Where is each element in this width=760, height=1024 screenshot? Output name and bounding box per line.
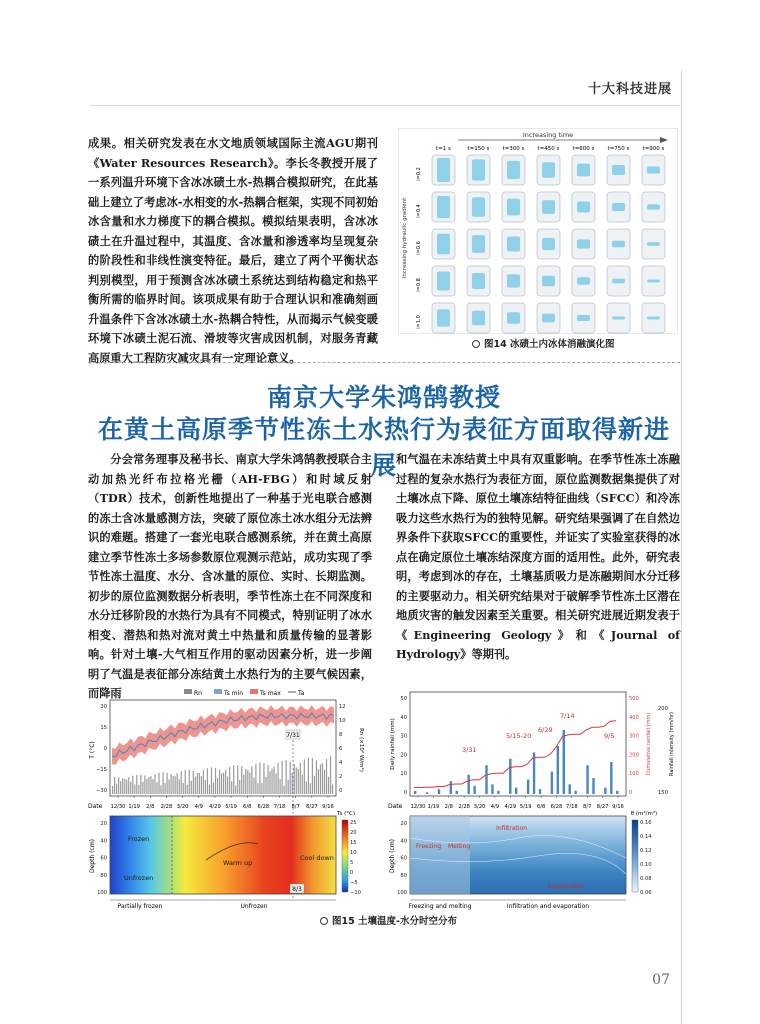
- axis-tick: 25: [350, 820, 357, 826]
- axis-tick: 0: [403, 790, 407, 796]
- date-tick: 6/8: [536, 804, 546, 810]
- ice-core: [577, 201, 590, 212]
- axis-tick: 12: [339, 704, 346, 710]
- ice-core: [612, 241, 625, 247]
- right-y-ticks: [400, 696, 407, 796]
- axis-tick: 10: [400, 771, 407, 778]
- ice-core: [577, 277, 590, 285]
- time-label: t=300 s: [502, 146, 525, 152]
- legend-tsmax-swatch: [250, 689, 258, 694]
- left-y2-ticks: [339, 704, 346, 794]
- gradient-label: i=1.0: [416, 315, 422, 329]
- axis-tick: −10: [350, 890, 361, 896]
- ice-core: [507, 274, 520, 287]
- phase-partially-frozen: Partially frozen: [117, 903, 163, 910]
- ice-core: [612, 279, 625, 284]
- ice-core: [472, 273, 485, 289]
- ice-core: [612, 165, 625, 175]
- figure-15-right-graphic: [388, 688, 680, 910]
- axis-tick: 100: [397, 890, 407, 896]
- ice-core: [437, 309, 450, 326]
- left-depth-label: Depth (cm): [89, 838, 96, 874]
- top-axis-label: Increasing time: [522, 131, 574, 139]
- side-axis-label: Increasing hydraulic gradient: [402, 197, 408, 279]
- left-colorbar-label: Ts (°C): [337, 811, 355, 817]
- ice-core: [647, 242, 660, 246]
- ice-core: [507, 199, 520, 216]
- event-629: 6/29: [538, 726, 553, 734]
- page-number: 07: [652, 972, 670, 988]
- left-y2-label: Rn (×10² W/m²): [358, 728, 364, 772]
- ice-core: [577, 315, 590, 321]
- ice-core: [542, 162, 555, 178]
- ice-core: [472, 235, 485, 253]
- date-tick: 3/20: [473, 804, 486, 810]
- date-tick: 8/27: [306, 804, 318, 810]
- left-depth-ticks: [97, 821, 107, 896]
- axis-tick: 100: [629, 771, 639, 778]
- ann-unfrozen: Unfrozen: [124, 874, 154, 882]
- margin-rule: [681, 70, 682, 1024]
- phase-freezing-melting: Freezing and melting: [408, 903, 472, 910]
- figure-14-grid: [416, 146, 665, 333]
- left-date-ticks: [111, 796, 334, 810]
- ice-core: [507, 237, 520, 252]
- left-y-ticks: [96, 704, 107, 794]
- date-prefix: Date: [88, 803, 103, 810]
- ice-core: [647, 317, 660, 320]
- legend-tsmin-swatch: [214, 689, 222, 694]
- event-95: 9/5: [604, 732, 615, 740]
- article-column-1-text: 分会常务理事及秘书长、南京大学朱鸿鹄教授联合主动加热光纤布拉格光栅（AH-FBG）和时域反射（TDR）技术，创新性地提出了一种基于光电联合感测的冻土含冰量感测方法，突破了原位冻土冰水组分无法辨识的难题。搭建了一套光电联合感测系统，并在黄土高原建立季节性冻土多场参数原位观测示范站，成功实现了季节性冻土温度、水分、含冰量的原位、实时、长期监测。初步的原位监测数据分析表明，季节性冻土在不同深度和水分迁移阶段的水热行为具有不同模式，特别证明了冰水相变、潜热和热对流对黄土中热量和质量传输的显著影响。针对土壤-大气相互作用的驱动因素分析，进一步阐明了气温是表征部分冻结黄土水热行为的主要气候因素，而降雨: [88, 452, 372, 700]
- right-date-prefix: Date: [388, 803, 403, 810]
- top-paragraph-text: 成果。相关研究发表在水文地质领域国际主流AGU期刊《Water Resources Research》。李长冬教授开展了一系列温升环境下含冰冰碛土水-热耦合模拟研究，在此基础上建立了考虑冰-水相变的水-热耦合框架，实现不同初始冰含量和水力梯度下的耦合模拟。模拟结果表明，含冰冰碛土在升温过程中，其温度、含冰量和渗透率均呈现复杂的阶段性和非线性演变特征。最后，建立了两个平衡状态判别模型，用于预测含冰冰碛土系统达到结构稳定和热平衡所需的临界时间。该项成果有助于合理认识和准确刻画升温条件下含冰冰碛土水-热耦合特性，从而揭示气候变暖环境下冰碛土泥石流、滑坡等灾害成因机制，对服务青藏高原重大工程防灾减灾具有一定理论意义。: [88, 136, 378, 365]
- axis-tick: 60: [100, 855, 107, 862]
- ice-core: [472, 159, 485, 180]
- right-y2-ticks: [629, 696, 639, 796]
- legend-rn: Rn: [194, 690, 202, 697]
- phase-infiltration-evaporation: Infiltration and evaporation: [506, 903, 590, 910]
- figure-15-left-graphic: [88, 688, 370, 910]
- date-tick: 4/29: [504, 804, 517, 810]
- figure-15-right: [388, 688, 680, 910]
- axis-tick: 300: [629, 733, 639, 740]
- ice-core: [612, 203, 625, 211]
- right-y-label: Daily rainfall (mm): [390, 718, 396, 770]
- ice-core: [647, 166, 660, 173]
- ann-melting: Melting: [448, 843, 471, 850]
- figure-15-caption: 图15 土壤温度-水分时空分布: [320, 913, 457, 927]
- axis-tick: 40: [100, 838, 107, 845]
- ann-infiltration: Infiltration: [496, 825, 528, 832]
- axis-tick: 150: [658, 790, 668, 796]
- section-divider: [88, 362, 680, 363]
- date-tick: 1/19: [128, 804, 140, 810]
- date-tick: 5/19: [519, 804, 532, 810]
- axis-tick: 4: [339, 760, 343, 766]
- axis-tick: 10: [350, 850, 357, 856]
- date-tick: 6/28: [550, 804, 563, 810]
- axis-tick: 30: [100, 704, 107, 710]
- gradient-label: i=0.2: [416, 167, 422, 181]
- axis-tick: 0.08: [640, 876, 652, 882]
- event-331: 3/31: [462, 746, 477, 754]
- axis-tick: 200: [658, 706, 668, 712]
- axis-tick: 400: [629, 714, 639, 721]
- legend-rn-swatch: [184, 689, 192, 694]
- ann-evaporation: Evaporation: [548, 883, 585, 890]
- ann-freezing: Freezing: [416, 843, 442, 850]
- axis-tick: 20: [100, 821, 107, 827]
- running-header: 十大科技进展: [587, 82, 672, 97]
- date-tick: 2/8: [146, 804, 155, 810]
- time-label: t=1 s: [436, 146, 451, 152]
- marker-731: 7/31: [286, 732, 300, 739]
- axis-tick: 0.10: [640, 862, 652, 868]
- left-legend: [184, 689, 305, 697]
- figure-14-caption: 图14 冰碛土内冰体消融演化图: [472, 336, 615, 350]
- article-title-line1: 南京大学朱鸿鹄教授: [266, 383, 501, 412]
- left-colorbar: [342, 820, 348, 892]
- date-tick: 4/9: [194, 804, 203, 810]
- gradient-label: i=0.4: [416, 204, 422, 218]
- ice-core: [612, 316, 625, 319]
- ice-core: [577, 239, 590, 248]
- axis-tick: 0: [350, 870, 354, 876]
- axis-tick: 6: [339, 746, 343, 752]
- event-515-20: 5/15-20: [506, 732, 532, 740]
- header-rule: [90, 105, 680, 106]
- time-label: t=450 s: [537, 146, 560, 152]
- time-label: t=150 s: [467, 146, 490, 152]
- ice-core: [472, 197, 485, 216]
- gradient-label: i=0.6: [416, 241, 422, 255]
- date-tick: 9/16: [322, 804, 334, 810]
- right-colorbar-ticks: [640, 820, 652, 896]
- date-tick: 8/27: [596, 804, 609, 810]
- axis-tick: −15: [96, 767, 107, 773]
- legend-tsmin: Ts min: [224, 690, 244, 697]
- ice-core: [437, 158, 450, 182]
- phase-unfrozen: Unfrozen: [240, 903, 268, 910]
- date-tick: 2/28: [458, 804, 470, 810]
- date-tick: 2/28: [160, 804, 173, 810]
- axis-tick: 200: [629, 752, 639, 759]
- axis-tick: 0: [339, 788, 343, 794]
- ice-core: [507, 312, 520, 324]
- axis-tick: 100: [97, 890, 107, 896]
- axis-tick: −5: [350, 880, 358, 886]
- date-tick: 12/30: [410, 804, 426, 810]
- axis-tick: 40: [400, 714, 407, 721]
- date-tick: 3/20: [176, 804, 189, 810]
- event-714: 7/14: [560, 712, 575, 720]
- date-tick: 6/8: [243, 804, 252, 810]
- ice-core: [542, 200, 555, 214]
- axis-tick: 0: [103, 746, 107, 752]
- left-colorbar-ticks: [350, 820, 361, 896]
- date-tick: 8/7: [291, 804, 300, 810]
- legend-ta: Ta: [298, 690, 305, 697]
- time-label: t=750 s: [607, 146, 630, 152]
- date-tick: 8/7: [583, 804, 592, 810]
- gradient-label: i=0.8: [416, 278, 422, 292]
- top-paragraph: [88, 134, 378, 368]
- right-depth-label: Depth (cm): [389, 838, 396, 874]
- ann-warm-up: Warm up: [223, 859, 253, 867]
- figure-14-graphic: [398, 128, 678, 334]
- ann-cool-down: Cool down: [300, 854, 334, 862]
- date-tick: 2/8: [444, 804, 453, 810]
- date-tick: 9/16: [612, 804, 624, 810]
- axis-tick: 0.06: [640, 890, 652, 896]
- axis-tick: 50: [400, 696, 407, 702]
- date-tick: 5/19: [225, 804, 237, 810]
- figure-14: [398, 128, 678, 350]
- ice-core: [507, 161, 520, 179]
- ice-core: [542, 276, 555, 286]
- axis-tick: −30: [96, 788, 107, 794]
- caption-bullet-icon: [320, 917, 328, 925]
- ice-core: [647, 204, 660, 209]
- right-depth-ticks: [397, 821, 407, 896]
- axis-tick: 2: [339, 774, 343, 780]
- axis-tick: 30: [400, 733, 407, 740]
- axis-tick: 40: [400, 838, 407, 845]
- axis-tick: 15: [350, 840, 357, 846]
- axis-tick: 20: [400, 752, 407, 759]
- ice-core: [577, 164, 590, 177]
- axis-tick: 5: [350, 860, 354, 866]
- article-column-1: [88, 450, 372, 704]
- date-tick: 1/19: [427, 804, 440, 810]
- axis-tick: 0.12: [640, 848, 652, 854]
- axis-tick: 500: [629, 696, 639, 702]
- article-column-2: [396, 450, 680, 665]
- right-y3-ticks: [658, 706, 668, 796]
- right-y2-label: Cumulative rainfall (mm): [646, 712, 652, 776]
- ann-83: 8/3: [292, 886, 302, 893]
- date-tick: 7/18: [566, 804, 578, 810]
- right-colorbar: [632, 820, 638, 892]
- axis-tick: 0.16: [640, 820, 652, 826]
- ice-core: [542, 314, 555, 323]
- date-tick: 4/29: [209, 804, 221, 810]
- axis-tick: 60: [400, 855, 407, 862]
- ice-core: [542, 238, 555, 250]
- article-title-line2: 在黄土高原季节性冻土水热行为表征方面取得新进展: [97, 415, 670, 480]
- legend-tsmax: Ts max: [260, 690, 281, 697]
- ann-frozen: Frozen: [128, 835, 150, 843]
- ice-core: [647, 280, 660, 283]
- axis-tick: 20: [400, 821, 407, 827]
- date-tick: 6/28: [257, 804, 270, 810]
- right-date-ticks: [411, 796, 624, 810]
- figure-15-left: [88, 688, 370, 910]
- ice-core: [437, 272, 450, 291]
- axis-tick: 80: [100, 872, 107, 879]
- axis-tick: 15: [100, 725, 107, 731]
- axis-tick: 0: [629, 790, 633, 796]
- axis-tick: 10: [339, 718, 346, 724]
- ice-core: [472, 311, 485, 325]
- article-column-2-text: 和气温在未冻结黄土中具有双重影响。在季节性冻土冻融过程的复杂水热行为表征方面，原位监测数据集提供了对土壤冰点下降、原位土壤冻结特征曲线（SFCC）和冷冻吸力这些水热行为的独特见解。研究结果强调了在自然边界条件下获取SFCC的重要性，并证实了实验室获得的冰点在确定原位土壤冻结深度方面的适用性。此外，研究表明，考虑到冰的存在，土壤基质吸力是冻融期间水分迁移的主要驱动力。相关研究结果对于破解季节性冻土区潜在地质灾害的触发因素至关重要。相关研究进展近期发表于《Engineering Geology》和《Journal of Hydrology》等期刊。: [396, 452, 680, 661]
- time-label: t=600 s: [572, 146, 595, 152]
- date-tick: 12/30: [110, 804, 126, 810]
- axis-tick: 0.14: [640, 834, 652, 840]
- time-label: t=900 s: [642, 146, 665, 152]
- axis-tick: 8: [339, 732, 343, 738]
- left-y-label: T (°C): [89, 741, 96, 759]
- date-tick: 4/9: [490, 804, 500, 810]
- ice-core: [437, 234, 450, 255]
- right-y3-label: Rainfall intensity (mm/hr): [669, 712, 675, 776]
- date-tick: 7/18: [273, 804, 286, 810]
- axis-tick: 80: [400, 872, 407, 879]
- caption-bullet-icon: [472, 340, 480, 348]
- right-colorbar-label: θ (m³/m³): [630, 811, 658, 817]
- axis-tick: 20: [350, 830, 357, 836]
- ice-core: [437, 196, 450, 218]
